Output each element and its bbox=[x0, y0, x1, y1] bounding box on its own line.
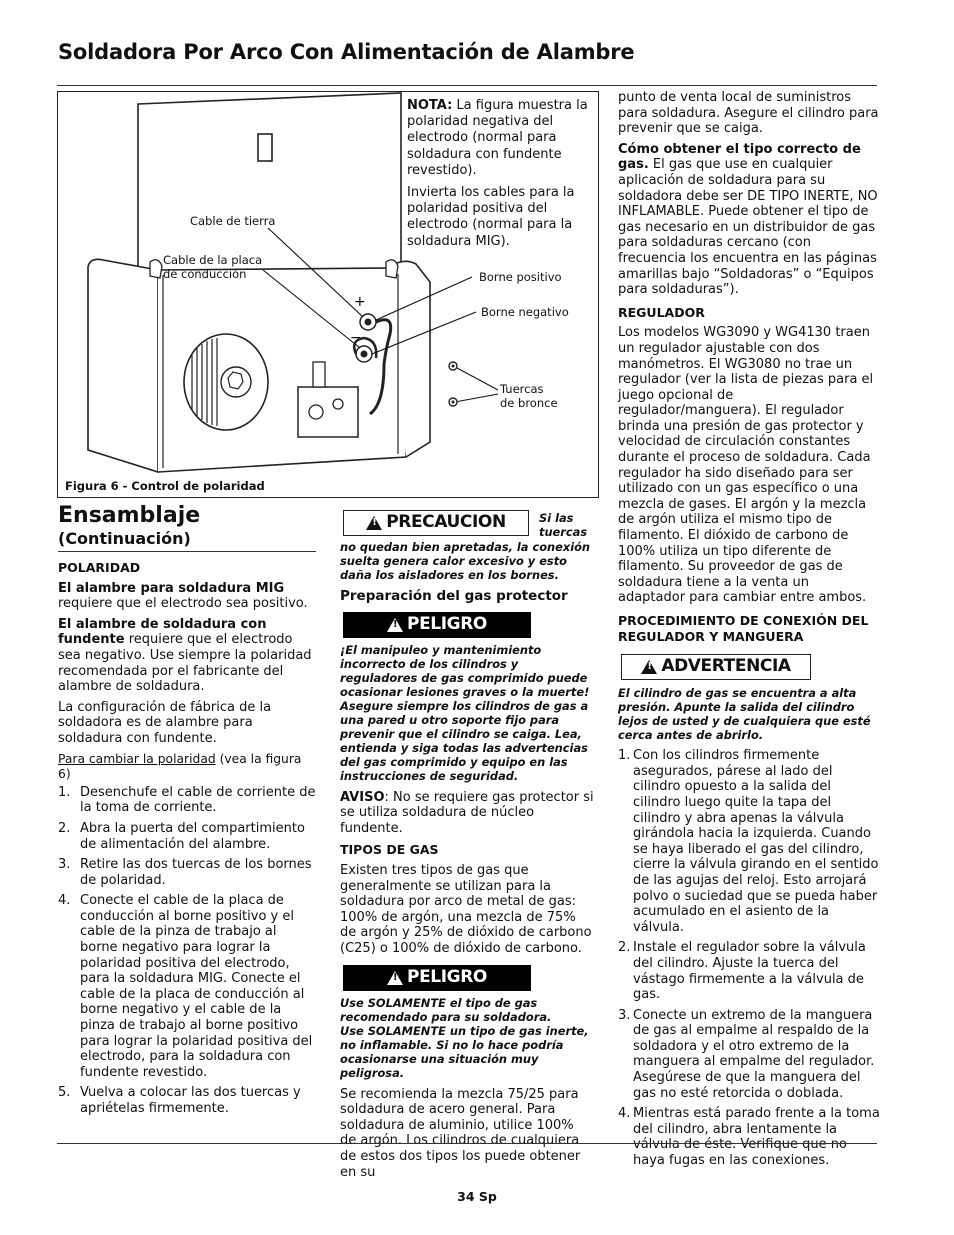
tipos-text: Existen tres tipos de gas que generalmente se utilizan para la soldadura por arco de metal de gas: 100% de argón, una mezcla de 75% de argón y 25% de dióxido de carbono (C25) o 100% de dióxido de carbono. bbox=[340, 862, 592, 956]
warning-icon bbox=[387, 618, 403, 632]
figure-polarity bbox=[57, 91, 599, 498]
list-item: 2. Instale el regulador sobre la válvula del cilindro. Ajuste la tuerca del vástago firmemente a la válvula de gas. bbox=[618, 940, 866, 1003]
label-cable-placa-1: Cable de la placa bbox=[163, 253, 263, 267]
label-cable-tierra: Cable de tierra bbox=[190, 214, 276, 228]
peligro-badge: ! PELIGRO bbox=[343, 612, 531, 638]
svg-text:−: − bbox=[350, 330, 362, 346]
section-subtitle: (Continuación) bbox=[58, 529, 316, 552]
factory-text: La configuración de fábrica de la soldadora es de alambre para soldadura con fundente. bbox=[58, 699, 272, 746]
label-cable-placa-2: de conducción bbox=[163, 267, 247, 281]
heading-procedimiento: PROCEDIMIENTO DE CONEXIÓN DEL REGULADOR Y MANGUERA bbox=[618, 613, 869, 644]
header-divider bbox=[57, 85, 877, 86]
aviso-text: : No se requiere gas protector si se utiliza soldadura de núcleo fundente. bbox=[340, 789, 594, 836]
label-tuercas-2: de bronce bbox=[500, 396, 558, 410]
warning-icon bbox=[641, 660, 657, 674]
change-polarity-ref: (vea la figura 6) bbox=[58, 751, 302, 782]
svg-text:+: + bbox=[354, 294, 366, 310]
obtener-text: El gas que use en cualquier aplicación de soldadura para su soldadora debe ser DE TIPO INERTE, NO INFLAMABLE. Puede obtener el tipo de gas necesario en un distribuidor de gas para soldaduras cercano (con frecuencia los encuentra en las páginas amarillas bajo “Soldadoras” o “Equipos para soldaduras”). bbox=[618, 157, 878, 298]
fundente-text: requiere que el electrodo sea negativo. Use siempre la polaridad recomendada por el fabricante del alambre de soldadura. bbox=[58, 632, 312, 695]
polarity-steps bbox=[58, 785, 316, 1117]
list-item: 1. Con los cilindros firmemente asegurados, párese al lado del cilindro opuesto a la salida del cilindro luego quite la tapa del cilindro y abra apenas la válvula girándola hacia la izquierda. Cuando se haya liberado el gas del cilindro, cierre la válvula girando en el sentido de las agujas del reloj. Esto arrojará polvo o suciedad que se pueda haber acumulado en el asiento de la válvula. bbox=[618, 748, 879, 935]
middle-column bbox=[340, 510, 594, 1185]
list-item: 3. Retire las dos tuercas de los bornes de polaridad. bbox=[58, 857, 312, 888]
left-column bbox=[58, 503, 316, 1122]
regulator-steps bbox=[618, 748, 880, 1168]
page-number: 34 Sp bbox=[457, 1189, 497, 1204]
mig-bold: El alambre para soldadura MIG bbox=[58, 580, 285, 596]
precaucion-text: no quedan bien apretadas, la conexión suelta genera calor excesivo y esto daña los aisladores en los bornes. bbox=[340, 540, 591, 582]
page-title: Soldadora Por Arco Con Alimentación de Alambre bbox=[58, 40, 635, 64]
cont-text: punto de venta local de suministros para soldadura. Asegure el cilindro para prevenir que se caiga. bbox=[618, 90, 879, 137]
obtener-bold: Cómo obtener el tipo correcto de gas. bbox=[618, 141, 861, 173]
mig-text: requiere que el electrodo sea positivo. bbox=[58, 596, 308, 612]
label-tuercas-1: Tuercas bbox=[500, 382, 544, 396]
list-item: 2. Abra la puerta del compartimiento de alimentación del alambre. bbox=[58, 820, 305, 852]
precaucion-side: Si las tuercas bbox=[539, 511, 588, 539]
warning-icon bbox=[387, 971, 403, 985]
note-text: La figura muestra la polaridad negativa del electrodo (normal para soldadura con fundente revestido). bbox=[407, 98, 588, 178]
section-title: Ensamblaje bbox=[58, 503, 201, 528]
list-item: 4. Conecte el cable de la placa de conducción al borne positivo y el cable de la pinza de trabajo al borne negativo para lograr la polaridad positiva del electrodo, para la soldadura MIG. Conecte el cable de la placa de conducción al borne negativo y el cable de la pinza de trabajo al borne positivo para lograr la polaridad positiva del electrodo, para la soldadura con fundente revestido. bbox=[58, 893, 313, 1080]
list-item: 1. Desenchufe el cable de corriente de la toma de corriente. bbox=[58, 784, 316, 816]
figure-caption: Figura 6 - Control de polaridad bbox=[65, 479, 265, 493]
mezcla-text: Se recomienda la mezcla 75/25 para soldadura de acero general. Para soldadura de aluminio, utilice 100% de argón. Los cilindros de cualquiera de estos dos tipos los puede obtener en su bbox=[340, 1086, 581, 1180]
precaucion-badge: ! PRECAUCION bbox=[343, 510, 529, 536]
heading-tipos: TIPOS DE GAS bbox=[340, 842, 439, 858]
peligro2-text-1: Use SOLAMENTE el tipo de gas recomendado para su soldadora. bbox=[340, 995, 552, 1024]
note-label: NOTA: bbox=[407, 98, 453, 113]
gas-heading: Preparación del gas protector bbox=[340, 588, 568, 604]
fundente-bold: El alambre de soldadura con fundente bbox=[58, 616, 267, 648]
regulador-text: Los modelos WG3090 y WG4130 traen un regulador ajustable con dos manómetros. El WG3080 no trae un regulador (ver la lista de piezas para el juego opcional de regulador/manguera). El regulador brinda una presión de gas protector y velocidad de circulación constantes durante el proceso de soldadura. Cada regulador ha sido diseñado para ser utilizado con un gas específico o una mezcla de gases. El argón y la mezcla de argón utiliza el mismo tipo de filamento. El dióxido de carbono de 100% utiliza un tipo diferente de filamento. Su proveedor de gas de soldadura tiene a la venta un adaptador para cambiar entre ambos. bbox=[618, 325, 874, 606]
label-borne-negativo: Borne negativo bbox=[481, 305, 569, 319]
advertencia-text: El cilindro de gas se encuentra a alta presión. Apunte la salida del cilindro lejos de usted y de cualquiera que esté cerca antes de abrirlo. bbox=[618, 686, 871, 743]
aviso-bold: AVISO bbox=[340, 789, 385, 805]
advertencia-badge: ! ADVERTENCIA bbox=[621, 654, 811, 680]
warning-icon bbox=[366, 516, 382, 530]
peligro2-text-2: Use SOLAMENTE un tipo de gas inerte, no inflamable. Si no lo hace podría ocasionarse una situación muy peligrosa. bbox=[340, 1023, 589, 1080]
list-item: 3. Conecte un extremo de la manguera de gas al empalme al respaldo de la soldadora y el otro extremo de la manguera al empalme del regulador. Asegúrese de que la manguera del gas no esté retorcida o doblada. bbox=[618, 1007, 875, 1101]
change-polarity-link: Para cambiar la polaridad bbox=[58, 751, 216, 766]
heading-regulador: REGULADOR bbox=[618, 304, 705, 320]
footer-divider bbox=[57, 1143, 877, 1144]
label-borne-positivo: Borne positivo bbox=[479, 270, 562, 284]
figure-note bbox=[407, 98, 597, 256]
note-text-2: Invierta los cables para la polaridad positiva del electrodo (normal para la soldadura MIG). bbox=[407, 185, 575, 249]
list-item: 4. Mientras está parado frente a la toma del cilindro, abra lentamente la válvula de éste. Verifique que no haya fugas en las conexiones. bbox=[618, 1106, 880, 1169]
list-item: 5. Vuelva a colocar las dos tuercas y apriételas firmemente. bbox=[58, 1085, 301, 1116]
peligro-badge-2: ! PELIGRO bbox=[343, 965, 531, 991]
peligro-text: ¡El manipuleo y mantenimiento incorrecto de los cilindros y reguladores de gas comprimido puede ocasionar lesiones graves o la muerte! Asegure siempre los cilindros de gas a una pared u otro soporte fijo para prevenir que el cilindro se caiga. Lea, entienda y siga todas las advertencias del gas comprimido y equipo en las instrucciones de seguridad. bbox=[340, 642, 590, 783]
heading-polaridad: POLARIDAD bbox=[58, 560, 141, 575]
right-column bbox=[618, 90, 880, 1174]
